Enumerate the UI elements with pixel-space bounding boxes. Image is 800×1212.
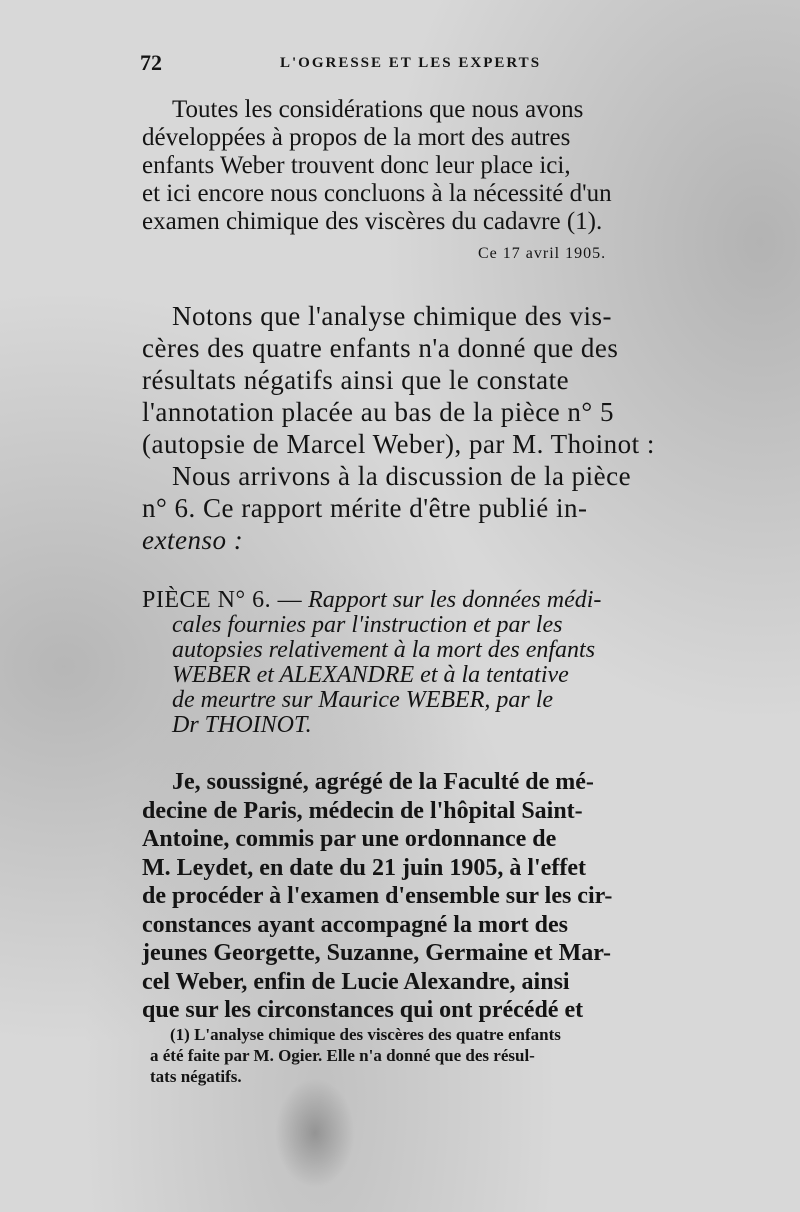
text-line: enfants Weber trouvent donc leur place ici,: [142, 152, 571, 179]
page-header: [140, 50, 700, 74]
text-line: que sur les circonstances qui ont précédé et: [142, 997, 584, 1023]
text-line: extenso :: [142, 525, 244, 555]
paragraph-1: [142, 96, 700, 236]
text-line: constances ayant accompagné la mort des: [142, 911, 568, 938]
piece-line: cales fournies par l'instruction et par les: [172, 612, 563, 638]
text-line: n° 6. Ce rapport mérite d'être publié in-: [142, 493, 588, 523]
text-line: decine de Paris, médecin de l'hôpital Saint-: [142, 797, 583, 824]
text-line: Toutes les considérations que nous avons: [172, 96, 584, 123]
piece-6-heading: [142, 588, 700, 738]
text-line: cel Weber, enfin de Lucie Alexandre, ainsi: [142, 968, 570, 995]
footnote-line: tats négatifs.: [150, 1067, 242, 1086]
dateline: Ce 17 avril 1905.: [478, 245, 607, 262]
text-line: développées à propos de la mort des autres: [142, 124, 571, 151]
text-line: Nous arrivons à la discussion de la pièce: [172, 461, 632, 491]
text-line: examen chimique des viscères du cadavre (1).: [142, 208, 603, 235]
text-line: cères des quatre enfants n'a donné que des: [142, 333, 619, 363]
text-line: résultats négatifs ainsi que le constate: [142, 365, 570, 395]
paragraph-2: [142, 300, 700, 556]
piece-line: WEBER et ALEXANDRE et à la tentative: [172, 662, 569, 688]
paper-stain: [275, 1078, 355, 1188]
text-line: Notons que l'analyse chimique des vis-: [172, 301, 613, 331]
text-line: de procéder à l'examen d'ensemble sur les cir-: [142, 883, 613, 909]
piece-line: Rapport sur les données médi-: [308, 587, 602, 613]
text-line: M. Leydet, en date du 21 juin 1905, à l'effet: [142, 854, 586, 881]
footnote-line: a été faite par M. Ogier. Elle n'a donné que des résul-: [150, 1046, 535, 1065]
paragraph-3: [142, 768, 700, 1025]
text-line: Antoine, commis par une ordonnance de: [142, 826, 557, 852]
piece-line: Dr THOINOT.: [172, 712, 312, 738]
running-head: L'OGRESSE ET LES EXPERTS: [280, 55, 542, 71]
piece-line: autopsies relativement à la mort des enfants: [172, 637, 596, 663]
text-line: Je, soussigné, agrégé de la Faculté de mé-: [172, 769, 594, 795]
footnote: [150, 1024, 700, 1087]
piece-line: de meurtre sur Maurice WEBER, par le: [172, 687, 554, 713]
text-line: et ici encore nous concluons à la nécessité d'un: [142, 180, 612, 207]
footnote-line: (1) L'analyse chimique des viscères des quatre enfants: [170, 1025, 561, 1044]
text-line: (autopsie de Marcel Weber), par M. Thoinot :: [142, 429, 655, 459]
piece-title: PIÈCE N° 6. —: [142, 587, 303, 613]
text-line: jeunes Georgette, Suzanne, Germaine et Mar-: [142, 940, 611, 966]
page-number: 72: [140, 50, 162, 75]
text-line: l'annotation placée au bas de la pièce n° 5: [142, 397, 614, 427]
